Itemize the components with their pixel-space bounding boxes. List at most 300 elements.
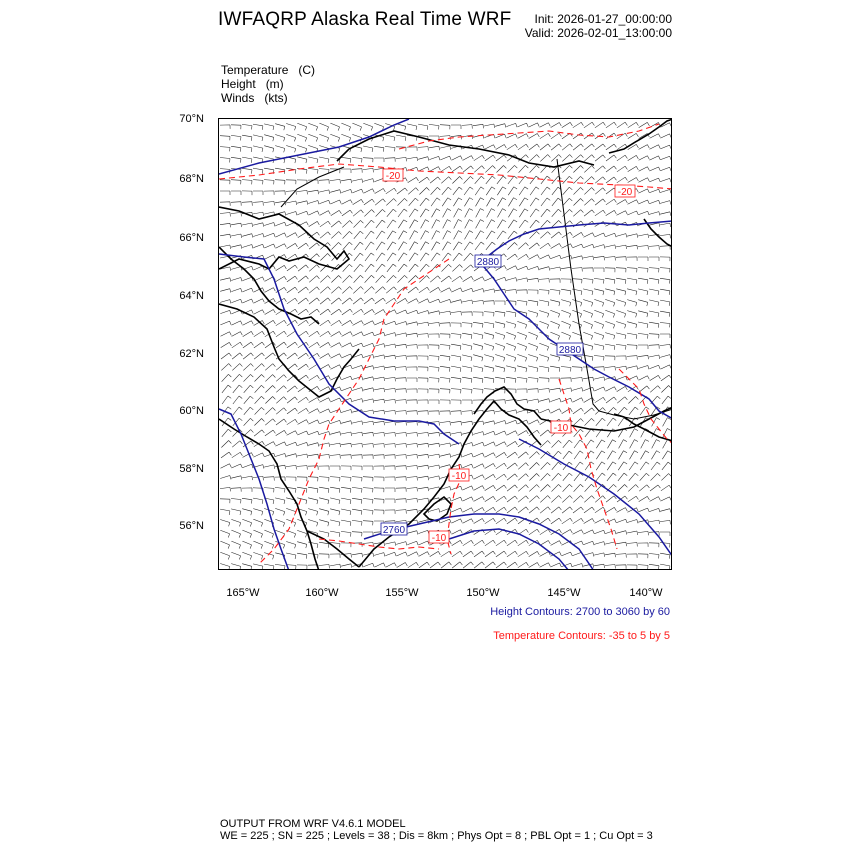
wind-barb [231, 223, 242, 227]
wind-barb [627, 543, 637, 547]
wind-barb [551, 541, 562, 546]
wind-barb [408, 562, 419, 567]
wind-barb [605, 310, 614, 317]
wind-barb [385, 444, 395, 448]
wind-barb [463, 166, 473, 172]
wind-barb [409, 209, 418, 217]
wind-barb [297, 190, 307, 194]
wind-barb [363, 488, 373, 493]
wind-barb [441, 276, 451, 282]
wind-barb [594, 268, 604, 272]
wind-barb [232, 364, 242, 371]
wind-barb [617, 122, 628, 128]
wind-barb [319, 134, 328, 141]
wind-barb [385, 355, 396, 359]
wind-barb [442, 242, 451, 251]
wind-barb [474, 486, 485, 491]
wind-barb [627, 554, 637, 558]
wind-barb [407, 400, 417, 404]
wind-barb [453, 253, 462, 261]
wind-barb [385, 542, 396, 546]
wind-barb [275, 498, 285, 504]
wind-barb [606, 397, 616, 403]
wind-barb [297, 211, 308, 215]
wind-barb [628, 485, 638, 492]
wind-barb [429, 322, 439, 326]
wind-barb [452, 177, 462, 184]
wind-barb [506, 332, 515, 339]
wind-barb [264, 191, 274, 195]
wind-barb [255, 396, 265, 403]
wind-barb [298, 320, 309, 326]
wind-barb [374, 388, 385, 392]
wind-barb [507, 496, 517, 502]
wind-barb [465, 220, 473, 229]
wind-barb [264, 201, 274, 205]
wind-barb [605, 278, 615, 284]
wind-barb [561, 267, 571, 271]
wind-barb [551, 133, 562, 139]
wind-barb [276, 397, 286, 404]
wind-barb [353, 199, 364, 204]
wind-barb [649, 543, 659, 547]
wind-barb [407, 488, 417, 492]
wind-barb [376, 231, 385, 239]
wind-barb [220, 191, 230, 195]
wind-barb [639, 189, 650, 193]
wind-barb [660, 268, 670, 273]
wind-barb [572, 388, 583, 392]
wind-barb [616, 300, 626, 307]
wind-barb [485, 464, 496, 469]
wind-barb [641, 451, 650, 460]
wind-barb [530, 220, 539, 228]
wind-barb [430, 287, 441, 292]
wind-barb [485, 551, 495, 557]
wind-barb [594, 377, 605, 381]
legend-height: Height Contours: 2700 to 3060 by 60 [490, 606, 670, 618]
wind-barb [396, 378, 406, 382]
wind-barb [650, 134, 661, 139]
wind-barb [660, 278, 670, 283]
wind-barb [418, 367, 428, 371]
wind-barb [605, 245, 616, 249]
wind-barb [363, 432, 373, 436]
wind-barb [220, 202, 230, 206]
wind-barb [616, 542, 627, 546]
wind-barb [618, 407, 628, 415]
wind-barb [476, 209, 484, 218]
wind-barb [242, 552, 251, 559]
wind-barb [573, 166, 583, 173]
wind-barb [528, 266, 539, 270]
wind-barb [407, 322, 418, 326]
height-contour [219, 119, 409, 174]
wind-barb [619, 451, 628, 460]
wind-barb [627, 211, 638, 215]
wind-barb [352, 123, 361, 131]
wind-barb [485, 145, 496, 149]
wind-barb [594, 387, 605, 391]
wind-barb [221, 332, 232, 336]
wind-barb [342, 343, 353, 347]
wind-barb [308, 477, 318, 482]
wind-barb [374, 499, 384, 504]
wind-barb [529, 144, 539, 150]
wind-barb [550, 279, 560, 283]
wind-barb [385, 488, 395, 492]
wind-barb [298, 309, 309, 315]
wind-barb [649, 167, 660, 171]
wind-barb [330, 509, 340, 515]
wind-barb [451, 366, 461, 372]
wind-barb [517, 399, 527, 403]
wind-barb [319, 200, 330, 204]
wind-barb [440, 311, 451, 315]
wind-barb [330, 498, 340, 504]
wind-barb [616, 310, 625, 317]
wind-barb [530, 198, 539, 206]
wind-barb [287, 353, 297, 359]
wind-barb [242, 202, 252, 206]
wind-barb [231, 564, 241, 570]
wind-barb [429, 367, 439, 372]
wind-barb [341, 487, 351, 492]
wind-barb [440, 345, 450, 350]
wind-barb [563, 187, 573, 195]
wind-barb [583, 256, 594, 260]
wind-barb [463, 276, 474, 281]
wind-barb [650, 156, 661, 160]
wind-barb [574, 199, 584, 206]
wind-barb [627, 531, 638, 535]
wind-barb [495, 366, 505, 372]
wind-barb [484, 355, 494, 362]
wind-barb [320, 254, 330, 261]
wind-barb [440, 125, 450, 130]
wind-barb [583, 541, 594, 545]
wind-barb [364, 321, 375, 326]
wind-barb [640, 462, 649, 470]
temperature-contour [219, 164, 672, 189]
wind-barb [660, 334, 670, 338]
wind-barb [508, 187, 517, 195]
wind-barb [660, 355, 671, 359]
legend-temperature: Temperature Contours: -35 to 5 by 5 [493, 630, 670, 642]
wind-barb [232, 321, 243, 325]
wind-barb [385, 147, 395, 152]
wind-barb [627, 322, 637, 328]
wind-barb [529, 420, 540, 425]
wind-barb [418, 541, 429, 545]
wind-barb [265, 386, 275, 393]
wind-barb [330, 455, 340, 459]
wind-barb [253, 564, 263, 570]
wind-barb [561, 321, 570, 329]
wind-barb [264, 244, 275, 248]
wind-barb [410, 231, 418, 240]
wind-barb [517, 278, 528, 282]
wind-barb [584, 144, 594, 150]
wind-barb [649, 334, 659, 339]
wind-barb [573, 133, 583, 139]
wind-barb [231, 267, 242, 271]
wind-barb [616, 565, 626, 569]
wind-barb [465, 231, 473, 240]
wind-barb [451, 125, 461, 129]
wind-barb [440, 454, 451, 458]
wind-barb [341, 179, 352, 183]
wind-barb [616, 519, 627, 523]
wind-barb [440, 411, 450, 415]
wind-barb [242, 509, 252, 516]
lon-label: 150°W [466, 587, 500, 599]
wind-barb [286, 201, 297, 205]
wind-barb [484, 442, 495, 446]
wind-barb [495, 301, 505, 305]
wind-barb [517, 343, 526, 350]
wind-barb [440, 323, 450, 327]
wind-barb [341, 543, 351, 547]
wind-barb [429, 411, 439, 415]
wind-barb [506, 343, 515, 350]
wind-barb [638, 565, 648, 570]
wind-barb [342, 210, 353, 216]
wind-barb [396, 466, 406, 470]
wind-barb [429, 465, 440, 469]
wind-barb [540, 496, 550, 503]
lon-label: 155°W [385, 587, 419, 599]
map-panel [218, 118, 672, 570]
wind-barb [419, 177, 430, 183]
wind-barb [363, 477, 373, 482]
temperature-label: -10 [553, 423, 569, 434]
wind-barb [660, 134, 671, 138]
wind-barb [353, 210, 363, 216]
wind-barb [638, 234, 649, 238]
wind-barb [363, 444, 373, 448]
wind-barb [275, 508, 285, 515]
wind-barb [605, 289, 615, 295]
wind-barb [276, 430, 287, 435]
wind-barb [529, 551, 540, 556]
wind-barb [463, 540, 474, 545]
wind-barb [474, 464, 485, 468]
wind-barb [264, 488, 274, 493]
wind-barb [638, 300, 648, 306]
wind-barb [440, 366, 450, 371]
wind-barb [232, 342, 243, 348]
wind-barb [308, 487, 318, 493]
wind-barb [660, 234, 671, 238]
variable-temperature: Temperature (C) [221, 63, 316, 77]
wind-barb [616, 366, 627, 370]
wind-barb [629, 407, 638, 415]
wind-barb [429, 299, 440, 303]
wind-barb [319, 565, 329, 569]
wind-barb [342, 221, 352, 228]
wind-barb [530, 231, 540, 238]
wind-barb [232, 441, 242, 447]
wind-barb [649, 189, 660, 193]
height-contour [219, 254, 459, 444]
wind-barb [408, 188, 418, 195]
wind-barb [254, 299, 265, 303]
chart-title: IWFAQRP Alaska Real Time WRF [218, 9, 512, 30]
wind-barb [595, 177, 605, 183]
wind-barb [605, 553, 615, 557]
wind-barb [242, 488, 252, 492]
wind-barb [629, 473, 639, 481]
wind-barb [462, 389, 472, 394]
wind-barb [341, 410, 352, 414]
wind-barb [231, 288, 242, 292]
wind-barb [583, 279, 593, 284]
wind-barb [374, 123, 383, 130]
wind-barb [528, 389, 538, 393]
wind-barb [484, 421, 495, 425]
wind-barb [463, 497, 474, 501]
wind-barb [265, 430, 276, 436]
wind-barb [363, 499, 373, 504]
wind-barb [352, 399, 363, 403]
wind-barb [429, 156, 440, 160]
wind-barb [407, 345, 417, 349]
wind-barb [374, 146, 384, 151]
height-contour [449, 529, 569, 570]
wind-barb [253, 530, 262, 538]
wind-barb [607, 462, 616, 470]
wind-barb [627, 300, 637, 307]
wind-barb [363, 123, 372, 130]
wind-barb [419, 299, 430, 303]
wind-barb [385, 510, 395, 514]
wind-barb [649, 345, 659, 349]
wind-barb [319, 157, 329, 163]
wind-barb [443, 209, 451, 218]
wind-barb [573, 122, 584, 127]
wind-barb [452, 540, 463, 545]
wind-barb [319, 169, 329, 174]
wind-barb [649, 178, 660, 182]
lat-label: 58°N [179, 463, 204, 475]
wind-barb [584, 199, 594, 206]
wind-barb [506, 123, 517, 127]
wind-barb [574, 473, 583, 481]
wind-barb [363, 179, 374, 183]
wind-barb [562, 530, 573, 535]
wind-barb [352, 388, 363, 392]
wind-barb [264, 233, 275, 237]
wind-barb [341, 169, 351, 173]
wind-barb [387, 231, 396, 239]
wind-barb [627, 257, 637, 261]
wind-barb [451, 400, 461, 404]
wind-barb [421, 220, 429, 229]
wind-barb [473, 377, 483, 383]
wind-barb [663, 418, 671, 427]
wind-barb [462, 432, 473, 436]
wind-barb [396, 422, 406, 426]
wind-barb [596, 462, 605, 470]
wind-barb [540, 232, 550, 239]
wind-barb [627, 356, 637, 360]
wind-barb [341, 432, 352, 436]
wind-barb [507, 431, 518, 436]
wind-barb [264, 180, 274, 185]
wind-barb [517, 123, 528, 127]
wind-barb [242, 146, 252, 152]
wind-barb [550, 255, 561, 259]
wind-barb [308, 168, 318, 173]
wind-barb [498, 209, 506, 218]
wind-barb [220, 223, 231, 227]
wind-barb [652, 440, 660, 449]
wind-barb [474, 551, 484, 557]
wind-barb [550, 332, 559, 340]
wind-barb [376, 264, 385, 272]
lat-label: 56°N [179, 520, 204, 532]
wind-barb [496, 496, 507, 502]
wind-barb [242, 277, 253, 281]
wind-barb [264, 541, 273, 548]
wind-barb [628, 200, 639, 204]
init-time: Init: 2026-01-27_00:00:00 [534, 12, 672, 26]
wind-barb [628, 155, 639, 160]
wind-barb [286, 146, 296, 153]
wind-barb [640, 473, 650, 480]
wind-barb [617, 386, 628, 391]
wind-barb [508, 209, 517, 218]
wind-barb [453, 187, 462, 195]
wind-barb [495, 431, 506, 435]
wind-barb [330, 420, 341, 424]
wind-barb [407, 333, 417, 337]
wind-barb [451, 344, 461, 350]
wind-barb [341, 376, 352, 380]
wind-barb [507, 144, 518, 149]
wind-barb [639, 376, 650, 381]
wind-barb [298, 243, 309, 249]
wind-barb [561, 378, 571, 382]
wind-barb [375, 310, 386, 315]
wind-barb [517, 389, 527, 393]
wind-barb [572, 321, 581, 329]
wind-barb [309, 243, 319, 249]
wind-barb [418, 389, 428, 393]
wind-barb [562, 408, 573, 413]
wind-barb [442, 253, 451, 261]
wind-barb [407, 454, 417, 458]
wind-barb [443, 231, 451, 240]
wind-barb [662, 462, 671, 470]
wind-barb [507, 452, 518, 458]
wind-barb [352, 477, 362, 482]
wind-barb [540, 529, 551, 534]
wind-barb [552, 187, 561, 195]
wind-barb [330, 564, 341, 568]
wind-barb [286, 180, 296, 184]
wind-barb [243, 353, 253, 359]
wind-barb [606, 155, 616, 161]
wind-barb [220, 541, 229, 549]
wind-barb [594, 332, 604, 339]
wind-barb [375, 199, 385, 205]
wind-barb [409, 198, 419, 206]
wind-barb [375, 287, 385, 294]
wind-barb [594, 321, 603, 328]
wind-barb [242, 180, 252, 185]
